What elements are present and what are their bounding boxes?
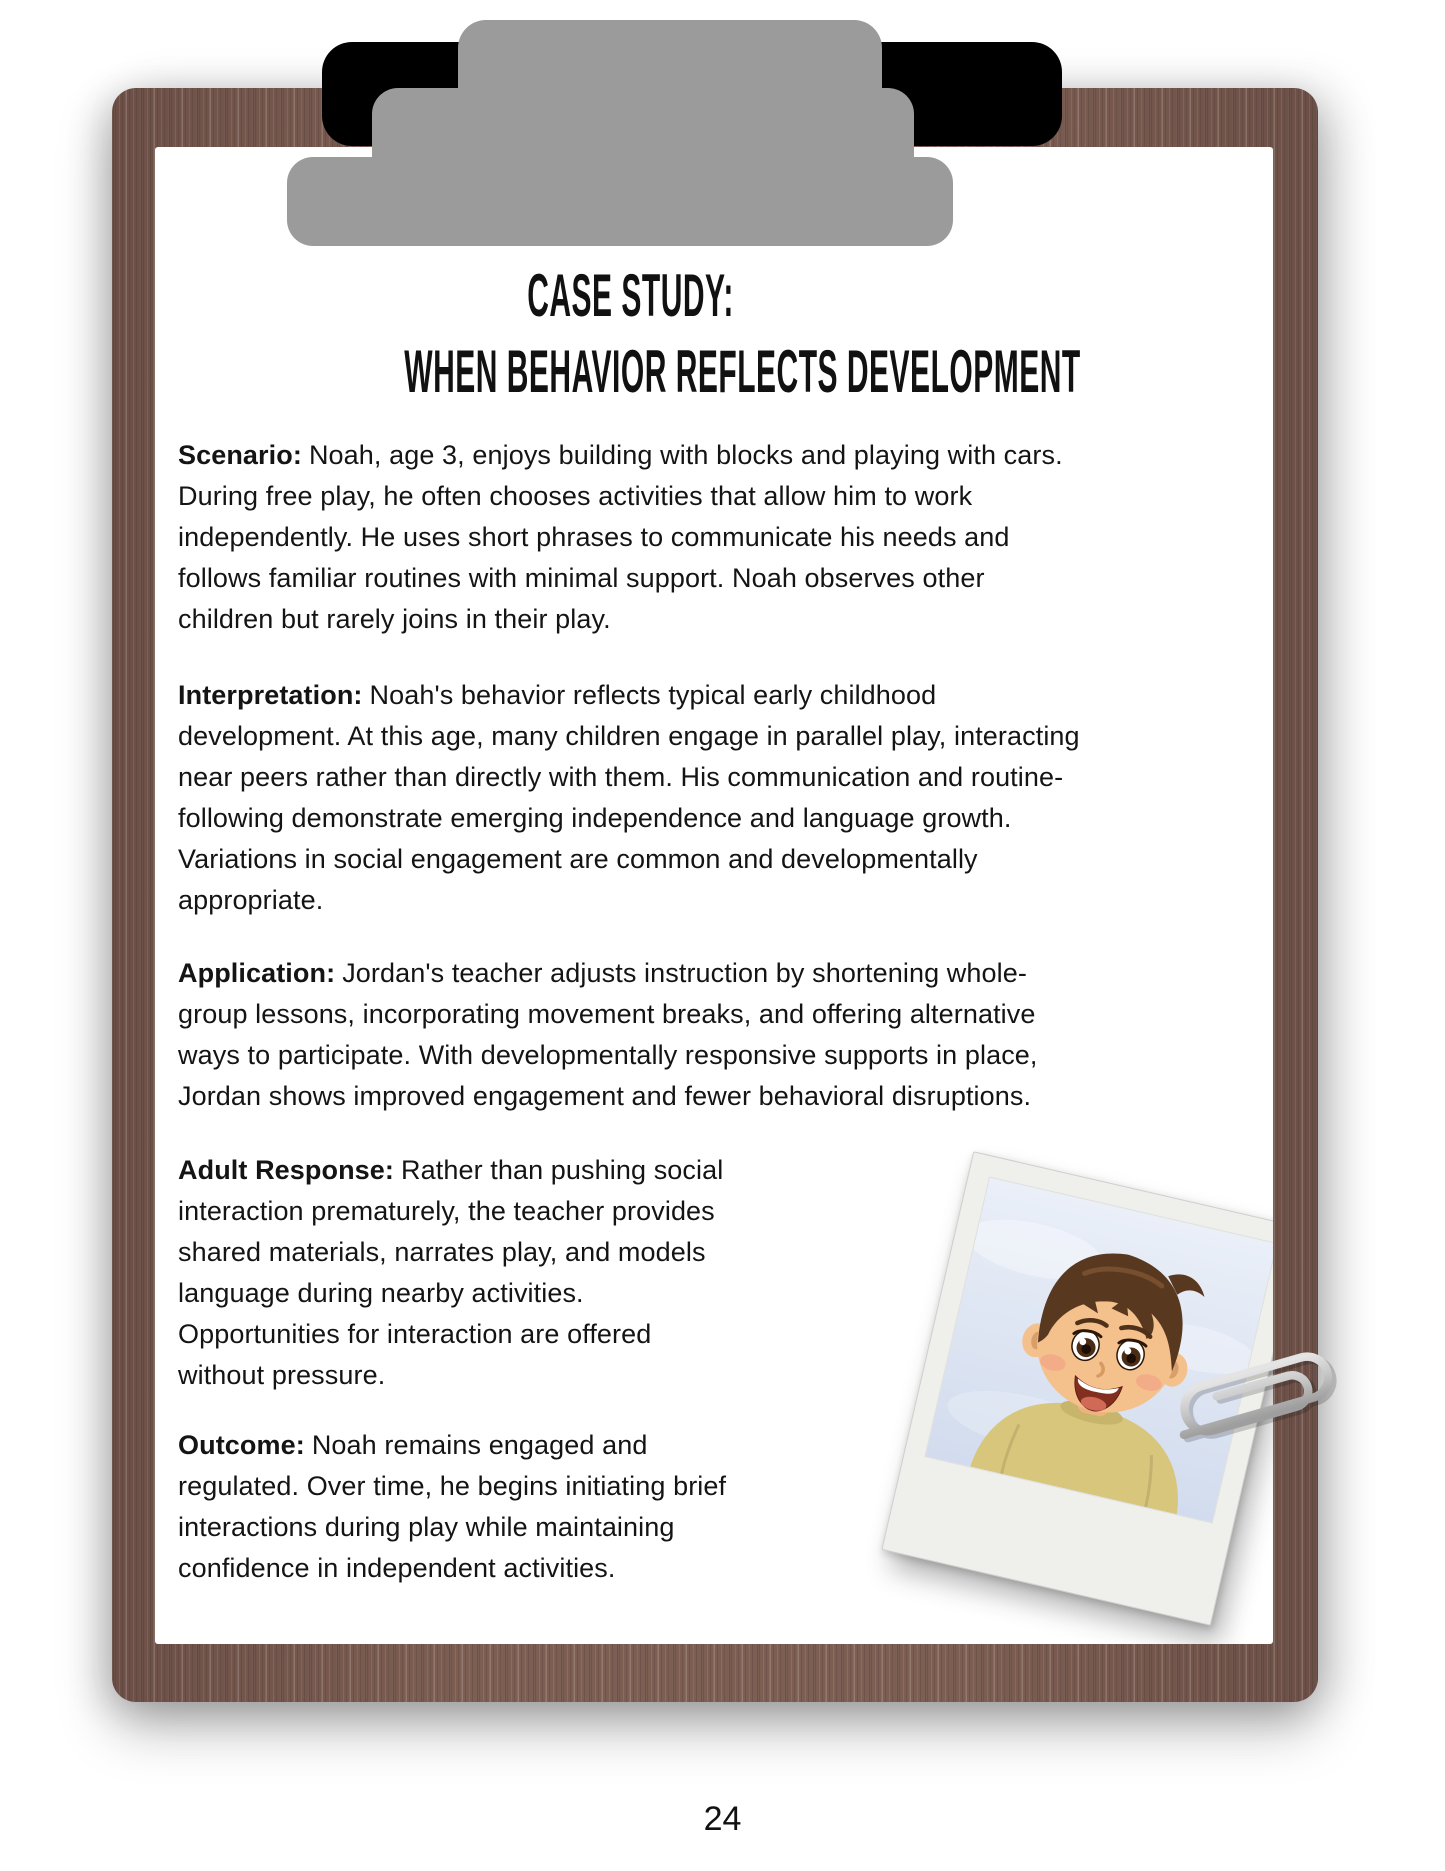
section-outcome-text: Noah remains engaged and regulated. Over time, he begins initiating brief interactions during play while maintaining confidence in independent activities. <box>178 1430 727 1583</box>
section-application <box>178 953 1083 1117</box>
section-scenario-text: Noah, age 3, enjoys building with blocks and playing with cars. During free play, he often chooses activities that allow him to work independently. He uses short phrases to communicate his needs and follows familiar routines with minimal support. Noah observes other children but rarely joins in their play. <box>178 440 1063 634</box>
clipboard-board <box>112 88 1318 1702</box>
section-application-label: Application: <box>178 958 336 988</box>
section-interpretation-label: Interpretation: <box>178 680 363 710</box>
section-adult-response-text: Rather than pushing social interaction prematurely, the teacher provides shared materials, narrates play, and models language during nearby activities. Opportunities for interaction are offered without pressure. <box>178 1155 724 1390</box>
section-adult-response <box>178 1150 738 1396</box>
section-interpretation <box>178 675 1083 921</box>
section-outcome <box>178 1425 738 1589</box>
page-title-line1: CASE STUDY: <box>527 262 734 329</box>
page-number: 24 <box>703 1800 742 1838</box>
section-application-text: Jordan's teacher adjusts instruction by shortening whole-group lessons, incorporating movement breaks, and offering alternative ways to participate. With developmentally responsive supports in place, Jordan shows improved engagement and fewer behavioral disruptions. <box>178 958 1038 1111</box>
section-interpretation-text: Noah's behavior reflects typical early childhood development. At this age, many children engage in parallel play, interacting near peers rather than directly with them. His communication and routine-following demonstrate emerging independence and language growth. Variations in social engagement are common and developmentally appropriate. <box>178 680 1080 915</box>
page-title-line2: WHEN BEHAVIOR REFLECTS DEVELOPMENT <box>404 338 1081 405</box>
section-adult-response-label: Adult Response: <box>178 1155 395 1185</box>
section-outcome-label: Outcome: <box>178 1430 305 1460</box>
clip-bottom-plate <box>287 157 953 246</box>
section-scenario-label: Scenario: <box>178 440 302 470</box>
section-scenario <box>178 435 1083 640</box>
clipboard-paper <box>155 147 1273 1644</box>
